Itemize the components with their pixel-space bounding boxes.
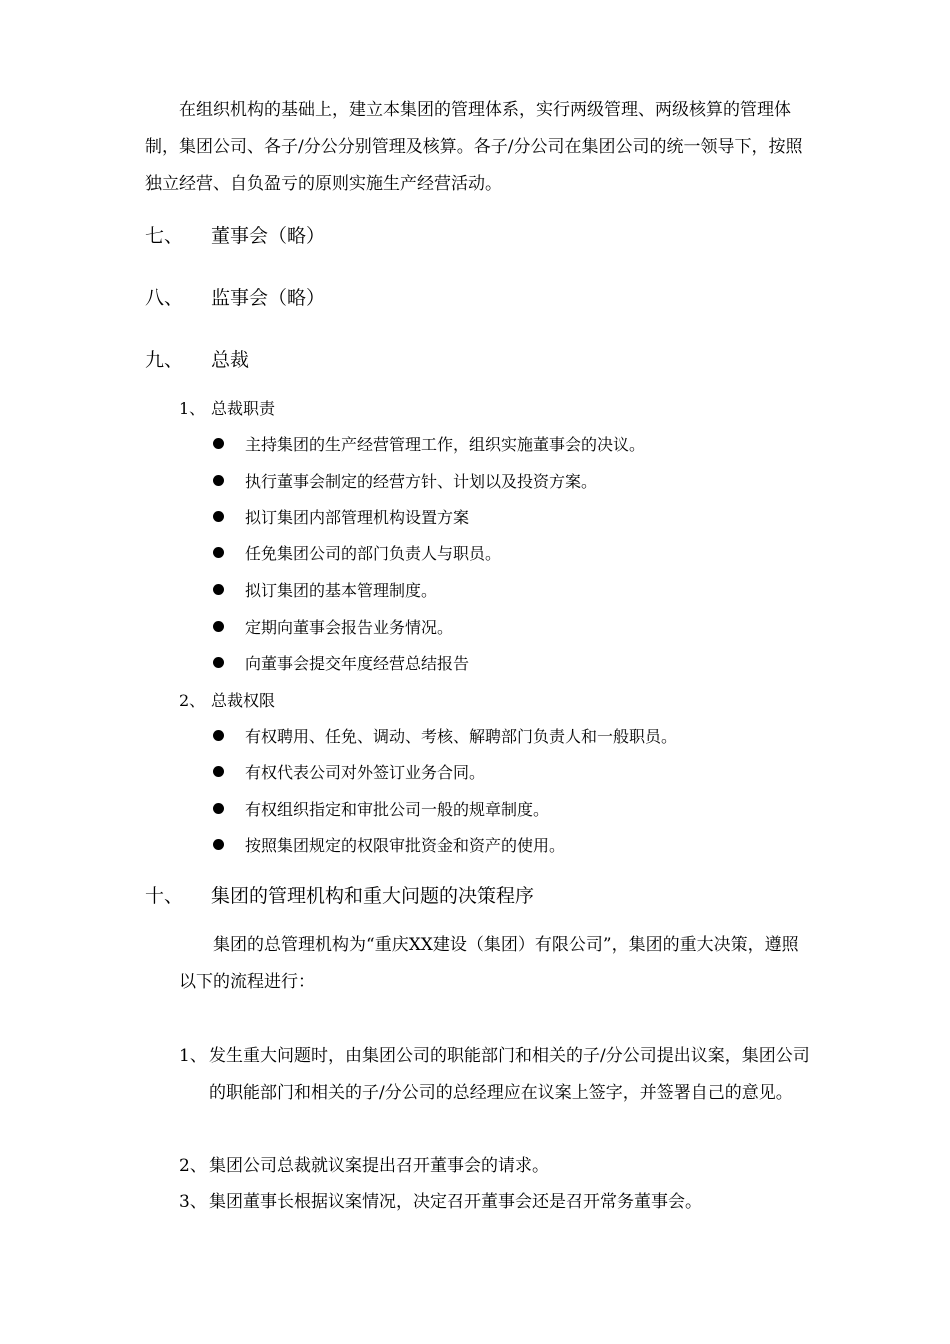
list-item: 执行董事会制定的经营方针、计划以及投资方案。 xyxy=(213,471,597,493)
step-number: 2、 xyxy=(179,1156,207,1176)
bullet-icon xyxy=(213,511,224,522)
list-item: 按照集团规定的权限审批资金和资产的使用。 xyxy=(213,835,565,857)
bullet-icon xyxy=(213,657,224,668)
bullet-icon xyxy=(213,438,224,449)
step-text: 集团董事长根据议案情况，决定召开董事会还是召开常务董事会。 xyxy=(209,1192,702,1212)
bullet-icon xyxy=(213,766,224,777)
section-number: 八、 xyxy=(145,287,184,309)
list-item: 定期向董事会报告业务情况。 xyxy=(213,617,453,639)
step-text: 集团公司总裁就议案提出召开董事会的请求。 xyxy=(209,1156,549,1176)
bullet-icon xyxy=(213,584,224,595)
section-number: 九、 xyxy=(145,349,184,371)
section-title: 监事会（略） xyxy=(211,287,326,309)
list-item: 拟订集团内部管理机构设置方案 xyxy=(213,507,469,529)
bullet-icon xyxy=(213,621,224,632)
list-item: 有权组织指定和审批公司一般的规章制度。 xyxy=(213,799,549,821)
procedure-step xyxy=(179,1038,819,1112)
step-number: 1、 xyxy=(179,1046,207,1066)
subsection-title: 总裁职责 xyxy=(211,399,276,418)
subsection-duties xyxy=(179,398,275,420)
bullet-icon xyxy=(213,547,224,558)
step-text: 发生重大问题时，由集团公司的职能部门和相关的子/分公司提出议案，集团公司的职能部门和相关的子/分公司的总经理应在议案上签字，并签署自己的意见。 xyxy=(209,1046,810,1103)
subsection-title: 总裁权限 xyxy=(211,691,276,710)
section-title: 总裁 xyxy=(211,349,250,371)
list-item: 任免集团公司的部门负责人与职员。 xyxy=(213,543,501,565)
bullet-icon xyxy=(213,803,224,814)
section-title: 集团的管理机构和重大问题的决策程序 xyxy=(211,885,535,907)
bullet-icon xyxy=(213,730,224,741)
subsection-authority xyxy=(179,690,275,712)
procedure-step xyxy=(179,1184,819,1221)
list-item: 有权聘用、任免、调动、考核、解聘部门负责人和一般职员。 xyxy=(213,726,677,748)
subsection-number: 2、 xyxy=(179,691,206,710)
list-item: 向董事会提交年度经营总结报告 xyxy=(213,653,469,675)
section-heading-7 xyxy=(145,224,325,248)
procedure-step xyxy=(179,1148,819,1185)
section-heading-9 xyxy=(145,348,249,372)
section-heading-8 xyxy=(145,286,325,310)
section-heading-10 xyxy=(145,884,534,908)
section-title: 董事会（略） xyxy=(211,225,326,247)
decision-intro-paragraph: 集团的总管理机构为“重庆XX建设（集团）有限公司”，集团的重大决策，遵照以下的流程进行： xyxy=(179,935,799,992)
step-number: 3、 xyxy=(179,1192,207,1212)
intro-paragraph: 在组织机构的基础上，建立本集团的管理体系，实行两级管理、两级核算的管理体制，集团公司、各子/分公分别管理及核算。各子/分公司在集团公司的统一领导下，按照独立经营、自负盈亏的原则实施生产经营活动。 xyxy=(145,100,803,194)
subsection-number: 1、 xyxy=(179,399,206,418)
list-item: 有权代表公司对外签订业务合同。 xyxy=(213,762,485,784)
list-item: 拟订集团的基本管理制度。 xyxy=(213,580,437,602)
list-item: 主持集团的生产经营管理工作，组织实施董事会的决议。 xyxy=(213,434,645,456)
bullet-icon xyxy=(213,475,224,486)
section-number: 十、 xyxy=(145,885,184,907)
section-number: 七、 xyxy=(145,225,184,247)
bullet-icon xyxy=(213,839,224,850)
